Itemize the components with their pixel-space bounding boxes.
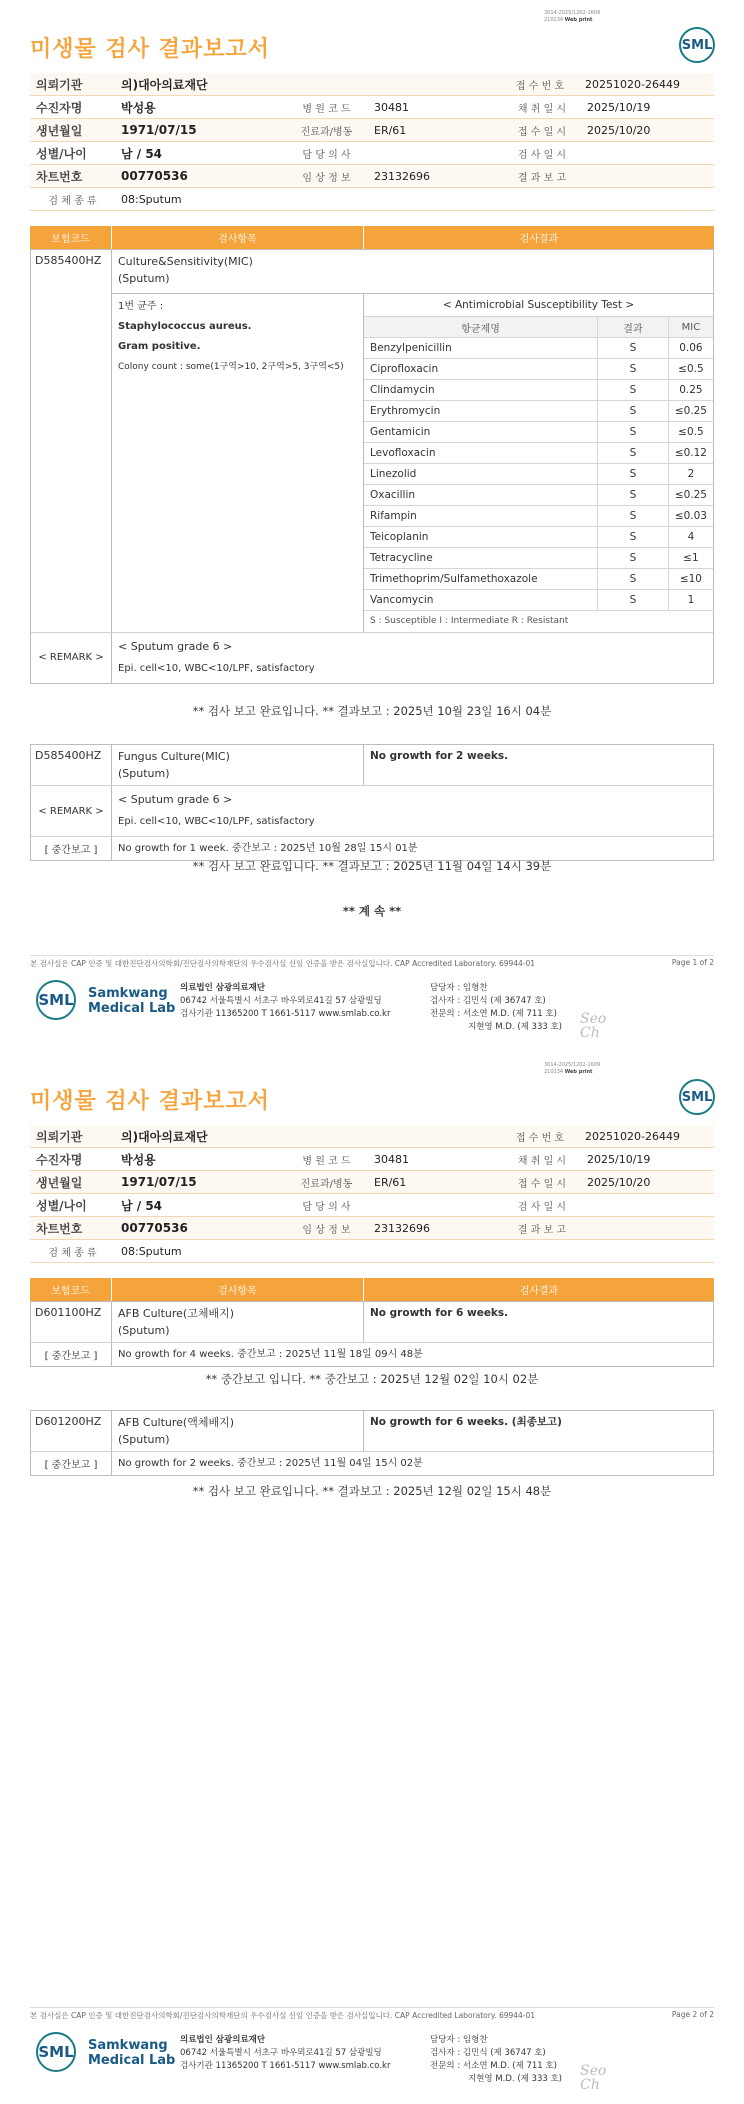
header-label: 검 사 일 시	[517, 1201, 567, 1213]
header-label: 결 과 보 고	[517, 1224, 567, 1236]
header-value	[368, 1194, 503, 1217]
header-label: 성별/나이	[36, 1198, 87, 1213]
staff-line: 전문의 : 서소연 M.D. (제 711 호)	[430, 1009, 557, 1019]
ast-col: 항균제명	[364, 317, 598, 338]
interim-label: [ 중간보고 ]	[31, 1452, 112, 1475]
ast-row	[364, 443, 713, 464]
ast-row	[364, 380, 713, 401]
header-value: 23132696	[374, 1221, 430, 1235]
staff-line: 검사자 : 김민식 (제 36747 호)	[430, 2048, 546, 2058]
header-label: 병 원 코 드	[302, 1155, 351, 1167]
header-label: 진료과/병동	[300, 1178, 353, 1190]
ast-result: S	[598, 338, 669, 359]
antibiotic-name: Rifampin	[364, 506, 598, 527]
ast-result: S	[598, 506, 669, 527]
header-row	[30, 165, 714, 188]
test-specimen: (Sputum)	[118, 767, 170, 780]
antibiotic-name: Teicoplanin	[364, 527, 598, 548]
header-value	[581, 1217, 714, 1240]
test-block	[30, 249, 714, 684]
header-value: ER/61	[374, 123, 407, 137]
ast-legend: S : Susceptible I : Intermediate R : Resistant	[364, 611, 713, 632]
remark-text	[112, 633, 713, 683]
test-specimen: (Sputum)	[118, 272, 170, 285]
header-label: 수진자명	[36, 100, 83, 115]
result-table	[30, 1410, 714, 1476]
antibiotic-name: Levofloxacin	[364, 443, 598, 464]
header-value: 00770536	[121, 169, 188, 183]
antibiotic-name: Oxacillin	[364, 485, 598, 506]
stamp-web: Web print	[564, 1069, 593, 1075]
page-footer	[30, 2007, 714, 2021]
ast-row	[364, 422, 713, 443]
header-value: 의)대아의료재단	[121, 77, 208, 92]
result-table	[30, 744, 714, 861]
header-label: 임 상 정 보	[302, 172, 351, 184]
header-value: 20251020-26449	[585, 1129, 680, 1143]
mic-value: ≤0.12	[668, 443, 713, 464]
header-value: 의)대아의료재단	[121, 1129, 208, 1144]
interim-row	[31, 1342, 713, 1366]
test-name	[112, 745, 364, 785]
isolate-section	[112, 294, 713, 632]
ast-row	[364, 506, 713, 527]
header-value	[581, 142, 714, 165]
mic-value: ≤10	[668, 569, 713, 590]
header-label: 검 사 일 시	[517, 149, 567, 161]
sml-logo: SML	[36, 2032, 76, 2072]
test-block	[30, 1301, 714, 1367]
header-value: 2025/10/20	[587, 1175, 651, 1189]
remark-row	[31, 785, 713, 836]
staff-list	[430, 982, 562, 1034]
patient-header	[30, 1125, 714, 1263]
ast-col: 결과	[598, 317, 669, 338]
mic-value: ≤0.25	[668, 401, 713, 422]
table-header	[30, 226, 714, 249]
test-specimen: (Sputum)	[118, 1433, 170, 1446]
ast-row	[364, 464, 713, 485]
test-result: No growth for 2 weeks.	[370, 750, 509, 762]
ast-row	[364, 338, 713, 359]
mic-value: ≤0.25	[668, 485, 713, 506]
ast-result: S	[598, 401, 669, 422]
col-code: 보험코드	[30, 226, 112, 249]
interim-label: [ 중간보고 ]	[31, 837, 112, 860]
mic-value: 0.25	[668, 380, 713, 401]
org-name-line: Samkwang	[88, 986, 168, 1001]
test-name	[112, 1302, 364, 1342]
header-label: 생년월일	[36, 1175, 83, 1190]
col-result: 검사결과	[519, 1286, 559, 1297]
cap-notice: 본 검사실은 CAP 인증 및 대한진단검사의학회/진단검사의학재단의 우수검사실 신임 인증을 받은 검사실입니다. CAP Accredited Laboratory. 69944-01	[30, 959, 536, 968]
stamp-line: 3014-2025/1202-1609	[544, 10, 601, 16]
header-label: 생년월일	[36, 123, 83, 138]
header-label: 차트번호	[36, 1221, 83, 1236]
header-label: 차트번호	[36, 169, 83, 184]
remark-label: < REMARK >	[31, 633, 112, 683]
header-label: 접 수 번 호	[515, 80, 565, 92]
staff-list	[430, 2034, 562, 2086]
header-label: 성별/나이	[36, 146, 87, 161]
test-result: No growth for 6 weeks. (최종보고)	[370, 1416, 562, 1428]
test-name-line: AFB Culture(고체배지)	[118, 1307, 235, 1320]
ast-result: S	[598, 422, 669, 443]
ast-result: S	[598, 548, 669, 569]
test-block	[30, 1410, 714, 1476]
header-label: 수진자명	[36, 1152, 83, 1167]
remark-line: Epi. cell<10, WBC<10/LPF, satisfactory	[118, 816, 315, 827]
ast-row	[364, 569, 713, 590]
org-info	[180, 2034, 390, 2073]
stamp-line: 210234	[544, 1069, 564, 1075]
test-block	[30, 744, 714, 861]
org-name-line: Medical Lab	[88, 2053, 176, 2068]
mic-value: ≤1	[668, 548, 713, 569]
header-value: 박성용	[121, 1152, 156, 1167]
test-row	[31, 1302, 713, 1342]
page-footer	[30, 955, 714, 969]
table-header	[30, 1278, 714, 1301]
ast-row	[364, 401, 713, 422]
test-code: D601200HZ	[31, 1411, 112, 1451]
header-label: 검 체 종 류	[48, 195, 97, 207]
ast-row	[364, 359, 713, 380]
test-name-line: Fungus Culture(MIC)	[118, 750, 230, 763]
header-row	[30, 96, 714, 119]
ast-row	[364, 548, 713, 569]
org-block	[30, 976, 714, 1041]
test-code: D585400HZ	[31, 745, 112, 785]
header-value: 2025/10/20	[587, 123, 651, 137]
ast-result: S	[598, 485, 669, 506]
header-value: 08:Sputum	[121, 192, 182, 206]
col-item: 검사항목	[112, 226, 364, 249]
ast-result: S	[598, 527, 669, 548]
cap-notice: 본 검사실은 CAP 인증 및 대한진단검사의학회/진단검사의학재단의 우수검사실 신임 인증을 받은 검사실입니다. CAP Accredited Laboratory. 69944-01	[30, 2011, 536, 2020]
ast-table	[364, 316, 713, 632]
header-value: 남 / 54	[121, 1198, 163, 1213]
ast-row	[364, 590, 713, 611]
header-label: 의뢰기관	[36, 1129, 83, 1144]
org-line: 검사기관 11365200 T 1661-5117 www.smlab.co.kr	[180, 1009, 391, 1019]
header-value: 23132696	[374, 169, 430, 183]
header-value	[581, 1194, 714, 1217]
stamp-line: 3014-2025/1202-1609	[544, 1062, 601, 1068]
header-value: 2025/10/19	[587, 100, 651, 114]
antibiotic-name: Tetracycline	[364, 548, 598, 569]
continued-text: ** 계 속 **	[342, 904, 402, 918]
ast-result: S	[598, 380, 669, 401]
mic-value: 1	[668, 590, 713, 611]
org-name	[88, 2038, 175, 2068]
staff-line: 지현영 M.D. (제 333 호)	[468, 2074, 563, 2084]
header-row	[30, 1171, 714, 1194]
header-row	[30, 73, 714, 96]
ast-row	[364, 485, 713, 506]
stamp-line: 210234	[544, 17, 564, 23]
report-title: 미생물 검사 결과보고서	[30, 1089, 270, 1114]
header-label: 검 체 종 류	[48, 1247, 97, 1259]
test-name-line: AFB Culture(액체배지)	[118, 1416, 235, 1429]
remark-text	[112, 786, 713, 836]
header-value	[368, 142, 503, 165]
header-row	[30, 1125, 714, 1148]
report-title: 미생물 검사 결과보고서	[30, 37, 270, 62]
col-code: 보험코드	[30, 1278, 112, 1301]
header-value: 박성용	[121, 100, 156, 115]
mic-value: 2	[668, 464, 713, 485]
ast-result: S	[598, 569, 669, 590]
antibiotic-name: Ciprofloxacin	[364, 359, 598, 380]
interim-text: No growth for 4 weeks. 중간보고 : 2025년 11월 18일 09시 48분	[118, 1349, 423, 1360]
page-2	[0, 1052, 744, 2104]
interim-row	[31, 1451, 713, 1475]
header-row	[30, 142, 714, 165]
staff-line: 검사자 : 김민식 (제 36747 호)	[430, 996, 546, 1006]
header-row	[30, 119, 714, 142]
org-name	[88, 986, 175, 1016]
ast-legend-row	[364, 611, 713, 632]
remark-line: < Sputum grade 6 >	[118, 793, 233, 806]
gram-stain: Gram positive.	[118, 341, 201, 352]
header-label: 진료과/병동	[300, 126, 353, 138]
header-value: 00770536	[121, 1221, 188, 1235]
interim-label: [ 중간보고 ]	[31, 1343, 112, 1366]
remark-line: < Sputum grade 6 >	[118, 639, 233, 653]
staff-line: 지현영 M.D. (제 333 호)	[468, 1022, 563, 1032]
page-number: Page 2 of 2	[671, 2010, 714, 2019]
mic-value: 0.06	[668, 338, 713, 359]
test-name	[112, 250, 713, 294]
antibiotic-name: Linezolid	[364, 464, 598, 485]
org-line: 06742 서울특별시 서초구 바우뫼로41길 57 삼광빌딩	[180, 996, 382, 1006]
final-report-line: ** 검사 보고 완료입니다. ** 결과보고 : 2025년 10월 23일 16시 04분	[192, 704, 552, 718]
ast-result: S	[598, 590, 669, 611]
staff-line: 담당자 : 임형찬	[430, 2035, 488, 2045]
header-label: 채 취 일 시	[517, 103, 567, 115]
header-label: 결 과 보 고	[517, 172, 567, 184]
antibiotic-name: Clindamycin	[364, 380, 598, 401]
test-result: No growth for 6 weeks.	[370, 1307, 509, 1319]
header-value: 1971/07/15	[121, 1175, 197, 1189]
header-value: 30481	[374, 1152, 409, 1166]
test-specimen: (Sputum)	[118, 1324, 170, 1337]
stamp-web: Web print	[564, 17, 593, 23]
mic-value: ≤0.5	[668, 422, 713, 443]
mic-value: ≤0.5	[668, 359, 713, 380]
header-row	[30, 1217, 714, 1240]
ast-result: S	[598, 443, 669, 464]
remark-row	[31, 632, 713, 683]
org-name-line: Medical Lab	[88, 1001, 176, 1016]
org-info	[180, 982, 390, 1021]
header-label: 의뢰기관	[36, 77, 83, 92]
interim-text: No growth for 2 weeks. 중간보고 : 2025년 11월 04일 15시 02분	[118, 1458, 423, 1469]
isolate-title: 1번 균주 :	[118, 301, 164, 312]
final-report-line: ** 검사 보고 완료입니다. ** 결과보고 : 2025년 11월 04일 14시 39분	[192, 859, 552, 873]
staff-line: 담당자 : 임형찬	[430, 983, 488, 993]
header-label: 채 취 일 시	[517, 1155, 567, 1167]
header-value: 30481	[374, 100, 409, 114]
header-label: 병 원 코 드	[302, 103, 351, 115]
interim-row	[31, 836, 713, 860]
ast-result: S	[598, 464, 669, 485]
test-body	[112, 250, 713, 632]
header-row	[30, 1240, 714, 1263]
sml-logo: SML	[679, 27, 715, 63]
test-code: D601100HZ	[31, 1302, 112, 1342]
patient-header	[30, 73, 714, 211]
header-row	[30, 188, 714, 211]
org-line: 06742 서울특별시 서초구 바우뫼로41길 57 삼광빌딩	[180, 2048, 382, 2058]
ast-result: S	[598, 359, 669, 380]
header-label: 접 수 번 호	[515, 1132, 565, 1144]
final-report-line: ** 중간보고 입니다. ** 중간보고 : 2025년 12월 02일 10시 02분	[205, 1372, 539, 1386]
org-name-line: Samkwang	[88, 2038, 168, 2053]
header-row	[30, 1194, 714, 1217]
test-code: D585400HZ	[31, 250, 112, 632]
sml-logo: SML	[36, 980, 76, 1020]
header-value: ER/61	[374, 1175, 407, 1189]
signature: Seo Ch	[580, 1011, 607, 1041]
mic-value: 4	[668, 527, 713, 548]
result-table	[30, 1278, 714, 1367]
ast-row	[364, 527, 713, 548]
test-row	[31, 745, 713, 785]
page-number: Page 1 of 2	[671, 958, 714, 967]
colony-count: Colony count : some(1구역>10, 2구역>5, 3구역<5)	[118, 362, 344, 372]
isolate-info	[112, 294, 364, 632]
antibiotic-name: Benzylpenicillin	[364, 338, 598, 359]
sml-logo: SML	[679, 1079, 715, 1115]
test-row	[31, 250, 713, 632]
antibiotic-name: Erythromycin	[364, 401, 598, 422]
ast-col: MIC	[668, 317, 713, 338]
header-value: 08:Sputum	[121, 1244, 182, 1258]
antibiotic-name: Trimethoprim/Sulfamethoxazole	[364, 569, 598, 590]
antibiotic-name: Gentamicin	[364, 422, 598, 443]
print-stamp	[544, 10, 624, 24]
org-line: 검사기관 11365200 T 1661-5117 www.smlab.co.kr	[180, 2061, 391, 2071]
remark-line: Epi. cell<10, WBC<10/LPF, satisfactory	[118, 662, 315, 674]
test-name	[112, 1411, 364, 1451]
ast-header	[364, 317, 713, 338]
col-item: 검사항목	[112, 1278, 364, 1301]
header-value: 2025/10/19	[587, 1152, 651, 1166]
remark-label: < REMARK >	[31, 786, 112, 836]
col-result: 검사결과	[519, 234, 559, 245]
org-line: 의료법인 삼광의료재단	[180, 2035, 266, 2045]
header-value: 남 / 54	[121, 146, 163, 161]
header-label: 접 수 일 시	[517, 1178, 567, 1190]
header-label: 담 당 의 사	[302, 1201, 351, 1213]
test-name-line: Culture&Sensitivity(MIC)	[118, 255, 253, 268]
org-block	[30, 2028, 714, 2093]
staff-line: 전문의 : 서소연 M.D. (제 711 호)	[430, 2061, 557, 2071]
header-label: 담 당 의 사	[302, 149, 351, 161]
ast-panel	[364, 294, 713, 632]
header-value	[581, 165, 714, 188]
result-table	[30, 226, 714, 684]
header-row	[30, 1148, 714, 1171]
header-label: 접 수 일 시	[517, 126, 567, 138]
final-report-line: ** 검사 보고 완료입니다. ** 결과보고 : 2025년 12월 02일 15시 48분	[192, 1484, 552, 1498]
signature: Seo Ch	[580, 2063, 607, 2093]
print-stamp	[544, 1062, 624, 1076]
header-value: 20251020-26449	[585, 77, 680, 91]
org-line: 의료법인 삼광의료재단	[180, 983, 266, 993]
header-label: 임 상 정 보	[302, 1224, 351, 1236]
antibiotic-name: Vancomycin	[364, 590, 598, 611]
organism-name: Staphylococcus aureus.	[118, 321, 252, 332]
ast-title: < Antimicrobial Susceptibility Test >	[442, 299, 635, 311]
mic-value: ≤0.03	[668, 506, 713, 527]
test-row	[31, 1411, 713, 1451]
interim-text: No growth for 1 week. 중간보고 : 2025년 10월 28일 15시 01분	[118, 843, 418, 854]
header-value: 1971/07/15	[121, 123, 197, 137]
